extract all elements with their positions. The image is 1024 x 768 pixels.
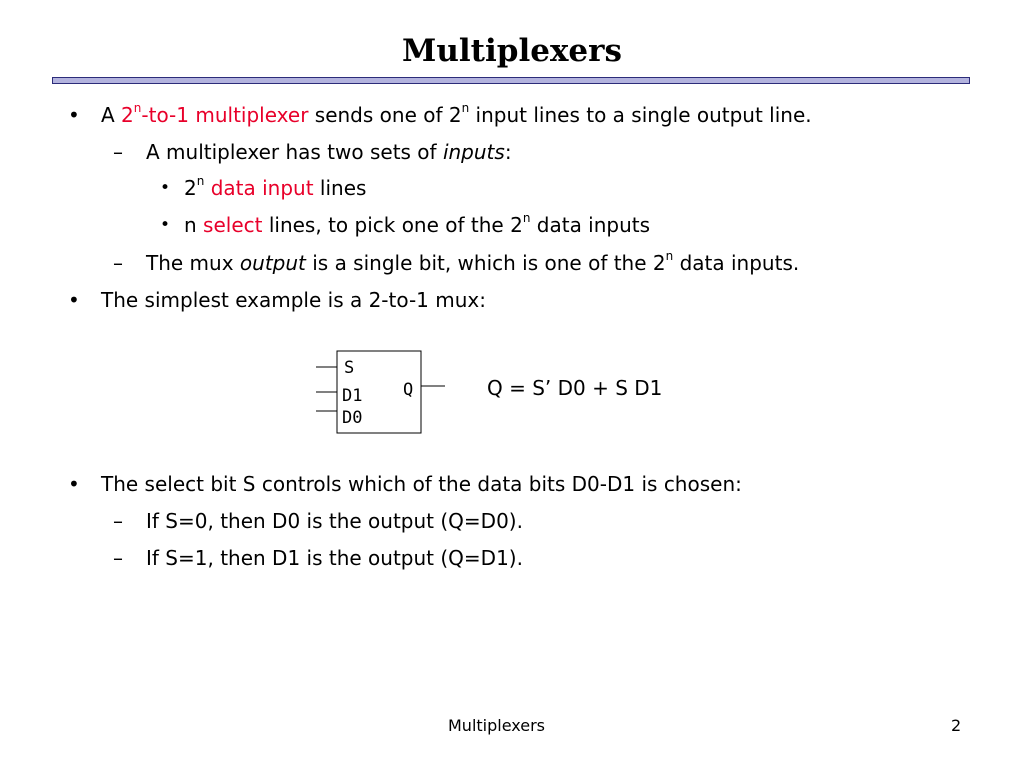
bullet-select-bit: The select bit S controls which of the data bits D0-D1 is chosen: (101, 472, 742, 496)
superscript: n (522, 211, 531, 226)
mux-label-q: Q (403, 380, 414, 400)
footer-title: Multiplexers (448, 716, 546, 735)
bullet-marker: • (160, 215, 171, 235)
bullet-multiplexer-definition (101, 101, 812, 129)
superscript: n (665, 249, 674, 264)
mux-equation: Q = S’ D0 + S D1 (487, 376, 663, 400)
subbullet-two-sets-of-inputs (146, 138, 512, 166)
bullet-marker: • (68, 288, 80, 312)
bullet-text: sends one of 2 (308, 103, 462, 127)
bullet-marker: • (160, 178, 171, 198)
highlighted-term: select (203, 213, 263, 237)
superscript: n (196, 174, 205, 189)
bullet-text: n (184, 213, 204, 237)
bullet-text: 2 (184, 176, 197, 200)
bullet-text: lines, to pick one of the 2 (262, 213, 523, 237)
slide-title: Multiplexers (402, 33, 622, 69)
italic-term: inputs (442, 140, 505, 164)
bullet-text: data inputs. (673, 251, 800, 275)
bullet-text: : (504, 140, 512, 164)
mux-label-s: S (344, 358, 355, 378)
subbullet-s-equals-0: If S=0, then D0 is the output (Q=D0). (146, 509, 523, 533)
subsubbullet-select-lines (184, 211, 650, 239)
bullet-text: data inputs (530, 213, 651, 237)
page-number: 2 (951, 716, 962, 735)
mux-label-d1: D1 (342, 386, 363, 406)
bullet-text: lines (313, 176, 367, 200)
bullet-marker: • (68, 472, 80, 496)
subsubbullet-data-input-lines (184, 174, 366, 202)
term-tail: -to-1 multiplexer (141, 103, 309, 127)
dash-marker: – (113, 509, 123, 533)
subbullet-s-equals-1: If S=1, then D1 is the output (Q=D1). (146, 546, 523, 570)
dash-marker: – (113, 251, 123, 275)
italic-term: output (239, 251, 306, 275)
dash-marker: – (113, 546, 123, 570)
term-base: 2 (121, 103, 134, 127)
bullet-text: A multiplexer has two sets of (146, 140, 443, 164)
superscript: n (461, 101, 470, 116)
highlighted-term: data input (210, 176, 314, 200)
highlighted-term (121, 103, 308, 127)
bullet-text: is a single bit, which is one of the 2 (305, 251, 666, 275)
superscript: n (133, 101, 142, 116)
bullet-simplest-example: The simplest example is a 2-to-1 mux: (101, 288, 486, 312)
subbullet-mux-output (146, 249, 799, 277)
bullet-text: input lines to a single output line. (469, 103, 812, 127)
bullet-text: The mux (146, 251, 240, 275)
title-divider (52, 77, 970, 84)
mux-diagram (314, 350, 454, 440)
bullet-text: A (101, 103, 122, 127)
dash-marker: – (113, 140, 123, 164)
mux-label-d0: D0 (342, 408, 363, 428)
bullet-marker: • (68, 103, 80, 127)
